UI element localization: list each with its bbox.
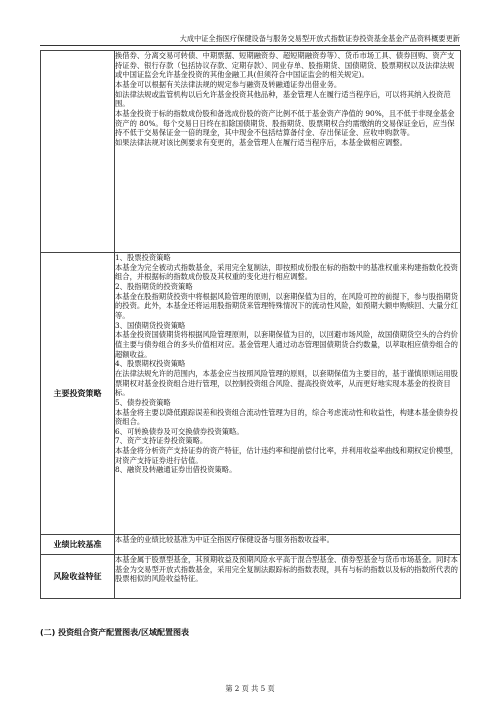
- benchmark-cell: [115, 535, 461, 555]
- paragraph: 换借券、分离交易可转债、中期票据、短期融资券、超短期融资券等）、货币市场工具、债券回购、资产支持证券、银行存款（包括协议存款、定期存款）、同业存单、股指期货、国债期货、股票期权以及法律法规或中国证监会允许基金投资的其他金融工具(但须符合中国证监会的相关规定)。: [115, 51, 455, 80]
- paragraph: 4、股票期权投资策略: [115, 359, 186, 369]
- paragraph: 2、股指期货的投资策略: [115, 281, 193, 291]
- paragraph: 本基金在股指期货投资中将根据风险管理的原则，以套期保值为目的，在风险可控的前提下，参与股指期货的投资。此外，本基金还将运用股指期货来管理特殊情况下的流动性风险，如预期大额申购赎回、大量分红等。: [115, 291, 458, 320]
- investment-scope-cell: [115, 51, 461, 253]
- investment-strategy-cell: [115, 253, 461, 535]
- paragraph: 本基金将分析资产支持证券的资产特征，估计违约率和提前偿付比率，并利用收益率曲线和期权定价模型，对资产支持证券进行估值。: [115, 446, 458, 465]
- risk-return-cell: [115, 555, 461, 599]
- row-label-risk: 风险收益特征: [41, 555, 115, 599]
- paragraph: 本基金为完全被动式指数基金，采用完全复制法，即按照成份股在标的指数中的基准权重来构建指数化投资组合，并根据标的指数成份股及其权重的变化进行相应调整。: [115, 262, 458, 282]
- paragraph: 5、债券投资策略: [115, 397, 171, 407]
- paragraph: 3、国债期货投资策略: [115, 320, 186, 330]
- table-row-risk-return: [41, 555, 461, 599]
- page-header: 大成中证全指医疗保健设备与服务交易型开放式指数证券投资基金基金产品资料概要更新: [179, 34, 460, 43]
- paragraph: 如果法律法规对该比例要求有变更的，基金管理人在履行适当程序后，本基金做相应调整。: [115, 137, 407, 147]
- fund-info-table: [40, 50, 461, 599]
- paragraph: 本基金可以根据有关法律法规的规定参与融资及转融通证券出借业务。: [115, 79, 342, 89]
- row-label-benchmark: 业绩比较基准: [41, 535, 115, 555]
- section-title: (二) 投资组合资产配置图表/区域配置图表: [40, 628, 190, 637]
- table-row-investment-scope: [41, 51, 461, 253]
- paragraph: 7、资产支持证券投资策略。: [115, 436, 208, 446]
- row-label-strategy: 主要投资策略: [41, 253, 115, 535]
- paragraph: 如法律法规或监管机构以后允许基金投资其他品种，基金管理人在履行适当程序后，可以将其纳入投资范围。: [115, 89, 451, 109]
- header-rule: [40, 45, 460, 46]
- paragraph: 本基金将主要以降低跟踪误差和投资组合流动性管理为目的，综合考虑流动性和收益性，构建本基金债券投资组合。: [115, 407, 458, 427]
- table-row-benchmark: [41, 535, 461, 555]
- page-footer: 第 2 页 共 5 页: [225, 684, 275, 693]
- table-row-investment-strategy: [41, 253, 461, 535]
- paragraph: 6、可转换债券及可交换债券投资策略。: [115, 426, 244, 436]
- paragraph: 1、股票投资策略: [115, 253, 171, 262]
- paragraph: 本基金的业绩比较基准为中证全指医疗保健设备与服务指数收益率。: [115, 535, 334, 544]
- paragraph: 8、融资及转融通证券出借投资策略。: [115, 465, 237, 475]
- paragraph: 本基金投资于标的指数成份股和备选成份股的资产比例不低于基金资产净值的 90%，且不低于非现金基金资产的 80%。每个交易日日终在扣除国债期货、股指期货、股票期权合约需缴纳的交易保证金后，应当保持不低于交易保证金一倍的现金，其中现金不包括结算备付金、存出保证金、应收申购款等。: [115, 108, 455, 138]
- paragraph: 本基金属于股票型基金，其预期收益及预期风险水平高于混合型基金、债券型基金与货币市场基金。同时本基金为交易型开放式指数基金，采用完全复制法跟踪标的指数表现，具有与标的指数以及标的指数所代表的股票相似的风险收益特征。: [115, 555, 458, 584]
- paragraph: 在法律法规允许的范围内，本基金应当按照风险管理的原则，以套期保值为主要目的，基于谨慎原则运用股票期权对基金投资组合进行管理，以控制投资组合风险、提高投资效率，从而更好地实现本基金的投资目标。: [115, 368, 458, 398]
- paragraph: 本基金投资国债期货将根据风险管理原则，以套期保值为目的，以回避市场风险，故国债期货空头的合约价值主要与债券组合的多头价值相对应。基金管理人通过动态管理国债期货合约数量，以萃取相应债券组合的超额收益。: [115, 330, 458, 359]
- row-label: [41, 51, 115, 253]
